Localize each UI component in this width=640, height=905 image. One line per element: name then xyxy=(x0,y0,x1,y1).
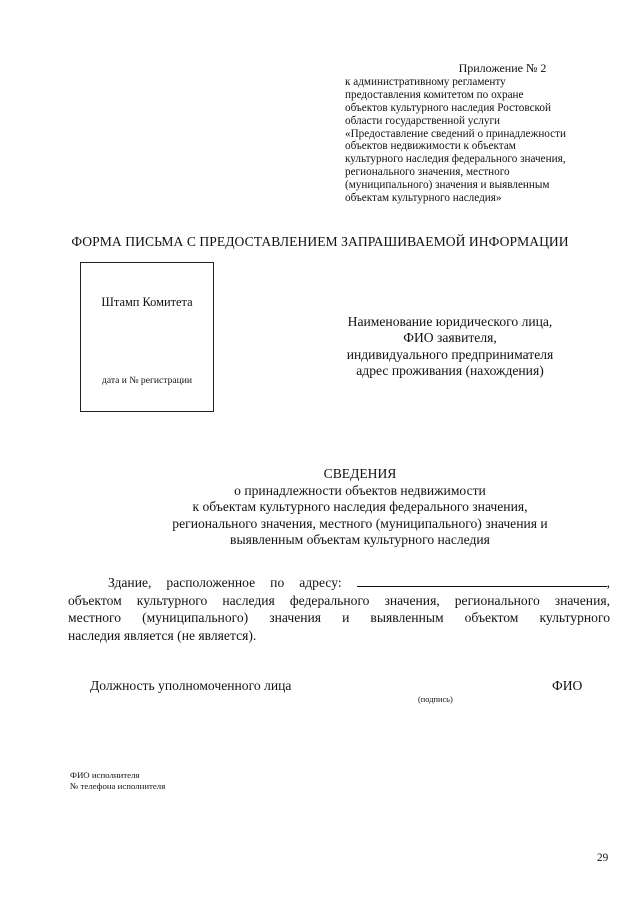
info-heading: СВЕДЕНИЯ xyxy=(323,466,397,481)
appendix-line: предоставления комитетом по охране xyxy=(345,88,524,101)
signature-note: (подпись) xyxy=(418,695,453,704)
info-line: к объектам культурного наследия федерального значения, xyxy=(192,499,528,515)
stamp-date-label: дата и № регистрации xyxy=(101,375,193,386)
body-line xyxy=(68,574,610,592)
appendix-title: Приложение № 2 xyxy=(458,61,547,75)
info-line: регионального значения, местного (муниципального) значения и xyxy=(172,515,548,531)
recipient-line: адрес проживания (нахождения) xyxy=(356,363,544,379)
stamp-label: Штамп Комитета xyxy=(101,295,193,309)
recipient-line: ФИО заявителя, xyxy=(403,330,497,346)
appendix-line: области государственной услуги xyxy=(345,114,501,127)
body-line: местного (муниципального) значения и выявленным объектом культурного xyxy=(68,610,610,626)
appendix-line: регионального значения, местного xyxy=(345,166,510,179)
official-fio: ФИО xyxy=(552,678,583,693)
appendix-line: «Предоставление сведений о принадлежности xyxy=(345,127,567,140)
appendix-line: (муниципального) значения и выявленным xyxy=(345,179,550,192)
executor-info xyxy=(70,770,165,792)
appendix-line: к административному регламенту xyxy=(345,75,506,88)
appendix-line: объектов недвижимости к объектам xyxy=(345,140,516,153)
appendix-line: культурного наследия федерального значения, xyxy=(345,153,566,166)
executor-phone-label: № телефона исполнителя xyxy=(70,781,166,791)
stamp-box xyxy=(80,262,214,412)
executor-name-label: ФИО исполнителя xyxy=(70,770,140,780)
recipient-line: индивидуального предпринимателя xyxy=(346,346,554,362)
appendix-header xyxy=(345,62,620,205)
recipient-line: Наименование юридического лица, xyxy=(347,314,553,329)
form-title: ФОРМА ПИСЬМА С ПРЕДОСТАВЛЕНИЕМ ЗАПРАШИВАЕМОЙ ИНФОРМАЦИИ xyxy=(71,234,569,249)
appendix-line: объектов культурного наследия Ростовской xyxy=(345,101,551,114)
page-number: 29 xyxy=(597,852,609,864)
info-title-block xyxy=(0,466,640,549)
recipient-block xyxy=(330,314,570,380)
address-blank-line xyxy=(357,574,607,587)
appendix-line: объектам культурного наследия» xyxy=(345,192,502,205)
body-paragraph xyxy=(68,574,610,644)
info-line: о принадлежности объектов недвижимости xyxy=(234,482,486,498)
info-line: выявленным объектам культурного наследия xyxy=(230,532,490,548)
official-position: Должность уполномоченного лица xyxy=(90,678,292,693)
body-line: наследия является (не является). xyxy=(68,627,257,643)
address-label: Здание, расположенное по адресу: xyxy=(108,575,342,590)
body-line: объектом культурного наследия федерального значения, регионального значения, xyxy=(68,592,610,608)
address-comma: , xyxy=(606,575,611,590)
